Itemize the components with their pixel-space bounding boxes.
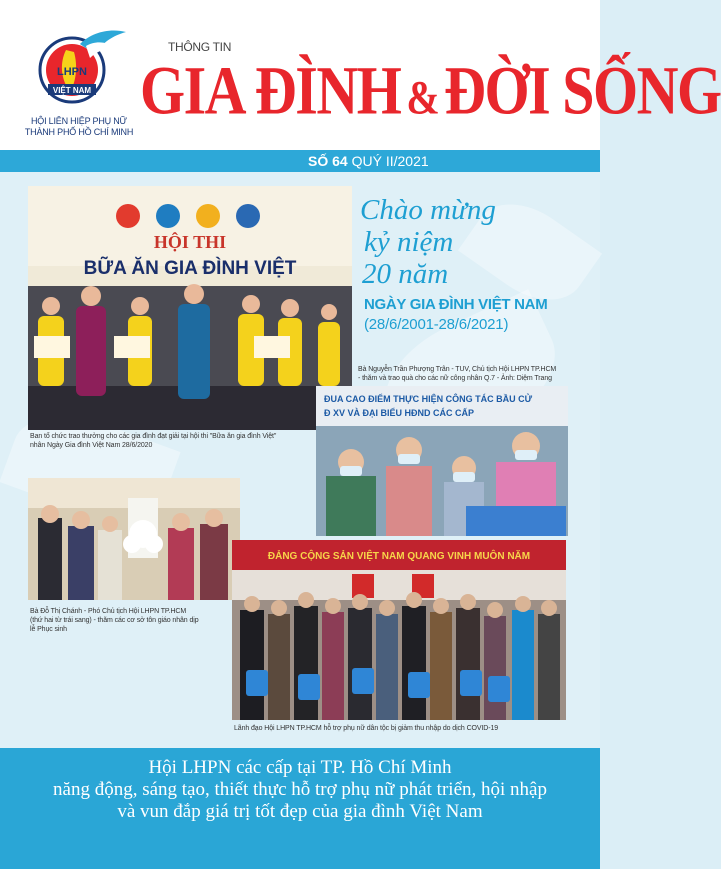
banner-bua-an: BỮA ĂN GIA ĐÌNH VIỆT [83,258,297,279]
caption-award-ceremony [30,432,352,450]
banner-party-slogan: ĐẢNG CỘNG SẢN VIỆT NAM QUANG VINH MUÔN NĂM [267,551,531,562]
org-line-2: THÀNH PHỐ HỒ CHÍ MINH [24,127,134,137]
footer-line-2: năng động, sáng tạo, thiết thực hỗ trợ phụ nữ phát triển, hội nhập [53,779,547,800]
headline-dates: (28/6/2001-28/6/2021) [364,316,509,333]
issue-quarter: QUÝ II/2021 [351,153,429,169]
headline-line-1: Chào mừng [360,194,496,226]
photo-worker-gifts [316,386,568,536]
caption-line: Bà Nguyễn Trần Phượng Trân - TUV, Chủ tịch Hội LHPN TP.HCM [358,366,557,373]
footer-line-1: Hội LHPN các cấp tại TP. Hồ Chí Minh [148,757,452,778]
caption-line: (thứ hai từ trái sang) - thăm các cơ sở tôn giáo nhân dịp [30,617,199,624]
caption-line: Ban tổ chức trao thưởng cho các gia đình đạt giải tại hội thi "Bữa ăn gia đình Việt" [30,433,277,440]
caption-line: lễ Phục sinh [30,626,67,633]
photo-covid-support [232,540,566,720]
kicker-text: THÔNG TIN [168,40,232,54]
banner-hoi-thi: HỘI THI [153,232,227,252]
banner-election-1: ĐUA CAO ĐIỂM THỰC HIỆN CÔNG TÁC BẦU CỬ [324,394,533,404]
caption-worker-gifts [358,365,598,383]
logo-lhpn-text: LHPN [57,66,87,78]
issue-bar [0,150,600,172]
caption-easter-visit [30,607,242,634]
caption-line: nhân Ngày Gia đình Việt Nam 28/6/2020 [30,442,153,449]
title-part-2: ĐỜI SỐNG [444,52,721,129]
headline-line-3: 20 năm [362,258,449,290]
lhpn-logo [30,22,130,112]
organization-name [4,116,154,138]
issue-number: SỐ 64 [308,153,348,169]
caption-covid-support: Lãnh đạo Hội LHPN TP.HCM hỗ trợ phụ nữ dân tộc bị giảm thu nhập do dịch COVID-19 [234,725,499,732]
caption-line: - thăm và trao quà cho các nữ công nhân Q.7 - Ảnh: Diệm Trang [358,375,552,382]
footer-slogan [0,757,600,823]
photo-award-ceremony [28,186,352,430]
publication-title [140,43,721,140]
title-part-1: GIA ĐÌNH [140,52,401,129]
caption-line: Bà Đỗ Thị Chánh - Phó Chủ tịch Hội LHPN TP.HCM [30,608,187,615]
headline-line-2: kỷ niệm [364,226,454,258]
logo-vietnam-text: VIỆT NAM [52,86,92,95]
anniversary-headline [360,194,496,290]
headline-event: NGÀY GIA ĐÌNH VIỆT NAM [364,296,548,313]
banner-election-2: Đ XV VÀ ĐẠI BIỂU HĐND CÁC CẤP [324,408,475,418]
footer-line-3: và vun đắp giá trị tốt đẹp của gia đình Việt Nam [117,801,483,822]
photo-easter-visit [28,478,240,600]
issue-label [308,153,429,169]
masthead-area [0,0,721,150]
title-ampersand: & [406,70,439,125]
org-line-1: HỘI LIÊN HIỆP PHỤ NỮ [30,116,128,126]
